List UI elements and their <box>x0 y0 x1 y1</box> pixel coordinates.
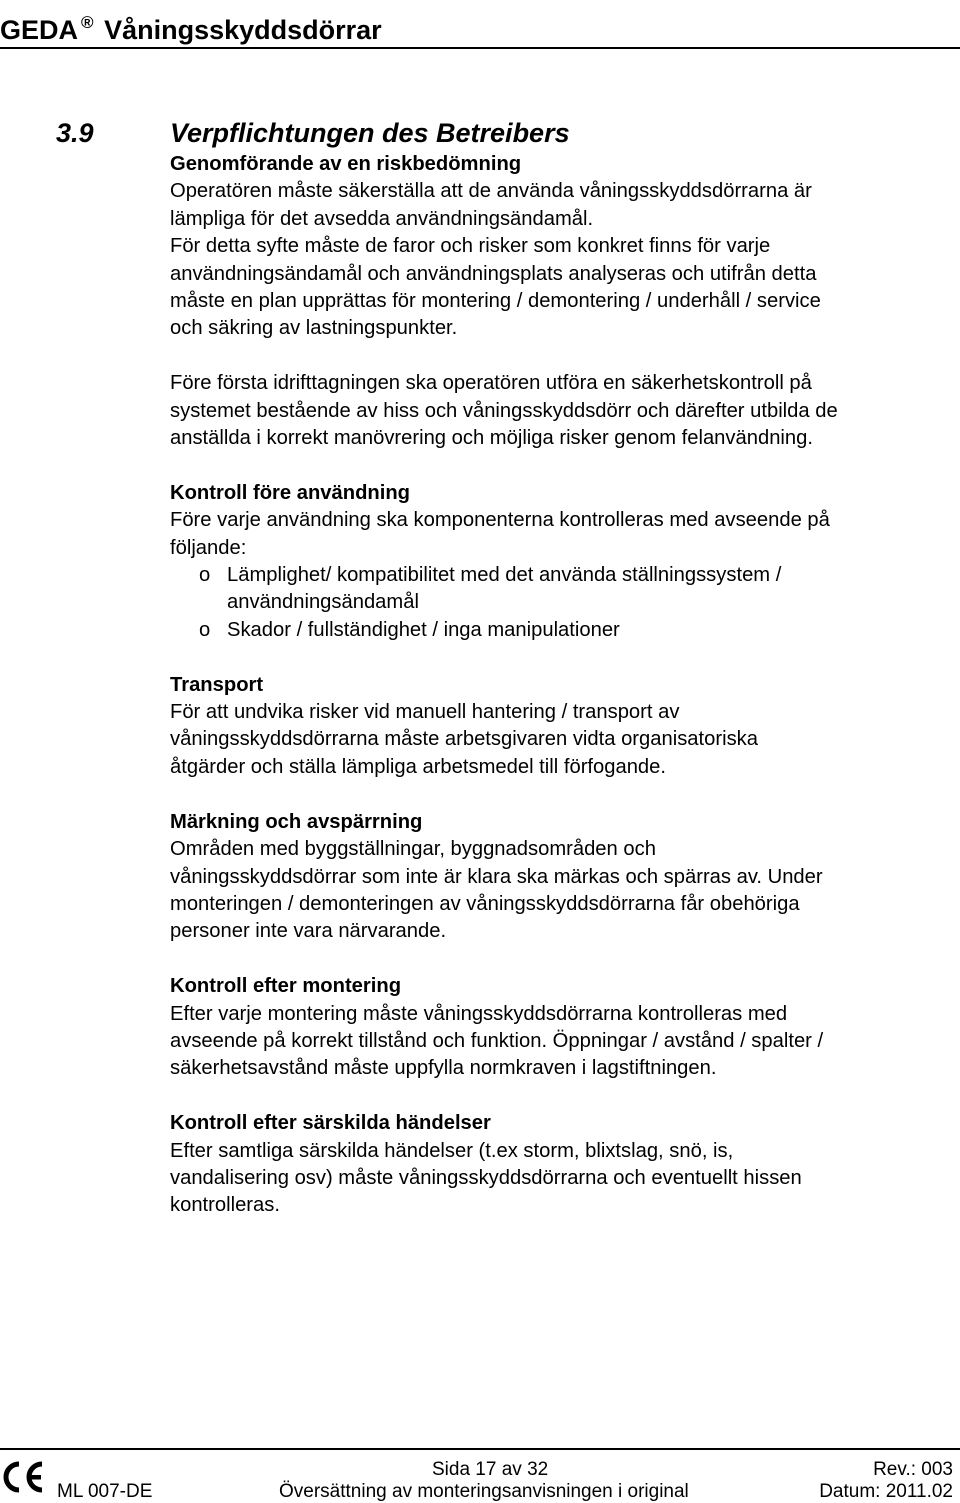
paragraph-line: lämpliga för det avsedda användningsändamål. <box>170 207 594 230</box>
registered-mark: ® <box>81 13 94 32</box>
document-body <box>170 151 958 1220</box>
heading-transport: Transport <box>170 673 264 696</box>
document-id: ML 007-DE <box>57 1481 153 1502</box>
paragraph-line: avseende på korrekt tillstånd och funktion. Öppningar / avstånd / spalter / <box>170 1029 824 1052</box>
heading-risk-assessment: Genomförande av en riskbedömning <box>170 153 522 175</box>
paragraph-line: Före varje användning ska komponenterna kontrolleras med avseende på <box>170 509 830 532</box>
document-date: Datum: 2011.02 <box>819 1481 953 1502</box>
product-name: Våningsskyddsdörrar <box>104 15 382 45</box>
paragraph-line: våningsskyddsdörrar som inte är klara ska märkas och spärras av. Under <box>170 865 823 888</box>
bullet-line: Lämplighet/ kompatibilitet med det använda ställningssystem / <box>227 564 782 587</box>
page-header <box>0 6 960 47</box>
bullet-marker: o <box>199 618 211 641</box>
bullet-item <box>170 617 958 644</box>
heading-check-before-use: Kontroll före användning <box>170 481 411 504</box>
paragraph-line: Efter varje montering måste våningsskyddsdörrarna kontrolleras med <box>170 1002 788 1025</box>
paragraph-line: vandalisering osv) måste våningsskyddsdörrarna och eventuellt hissen <box>170 1166 802 1189</box>
heading-check-special-events: Kontroll efter särskilda händelser <box>170 1112 491 1135</box>
paragraph-line: systemet bestående av hiss och våningsskyddsdörr och därefter utbilda de <box>170 399 838 422</box>
spacer <box>170 1083 958 1110</box>
paragraph-line: användningsändamål och användningsplats analyseras och utifrån detta <box>170 262 817 285</box>
bullet-line: Skador / fullständighet / inga manipulationer <box>227 618 620 641</box>
spacer <box>170 452 958 479</box>
spacer <box>170 343 958 370</box>
spacer <box>170 781 958 808</box>
page-number: Sida 17 av 32 <box>432 1459 549 1480</box>
bullet-line: användningsändamål <box>227 591 419 614</box>
header-divider <box>0 47 960 49</box>
translation-note: Översättning av monteringsanvisningen i original <box>279 1481 689 1502</box>
paragraph-line: Operatören måste säkerställa att de använda våningsskyddsdörrarna är <box>170 180 812 203</box>
paragraph-line: Efter samtliga särskilda händelser (t.ex storm, blixtslag, snö, is, <box>170 1139 734 1162</box>
spacer <box>170 644 958 671</box>
paragraph-line: våningsskyddsdörrarna måste arbetsgivaren vidta organisatoriska <box>170 728 758 751</box>
paragraph-line: och säkring av lastningspunkter. <box>170 317 458 340</box>
bullet-marker: o <box>199 564 211 587</box>
paragraph-line: säkerhetsavstånd måste uppfylla normkraven i lagstiftningen. <box>170 1057 717 1080</box>
heading-marking: Märkning och avspärrning <box>170 810 423 833</box>
paragraph-line: åtgärder och ställa lämpliga arbetsmedel till förfogande. <box>170 755 666 778</box>
paragraph-line: kontrolleras. <box>170 1194 280 1217</box>
paragraph-line: För att undvika risker vid manuell hantering / transport av <box>170 701 680 724</box>
heading-check-after-mounting: Kontroll efter montering <box>170 975 402 998</box>
paragraph-line: måste en plan upprättas för montering / demontering / underhåll / service <box>170 290 821 313</box>
spacer <box>170 946 958 973</box>
brand-name: GEDA <box>0 15 79 45</box>
paragraph-line: anställda i korrekt manövrering och möjliga risker genom felanvändning. <box>170 427 813 450</box>
page-footer <box>0 1450 960 1503</box>
section-number: 3.9 <box>56 118 94 148</box>
paragraph-line: följande: <box>170 536 247 559</box>
paragraph-line: Områden med byggställningar, byggnadsområden och <box>170 838 656 861</box>
paragraph-line: monteringen / demonteringen av våningsskyddsdörrarna får obehöriga <box>170 892 800 915</box>
section-title: Verpflichtungen des Betreibers <box>170 118 570 148</box>
paragraph-line: För detta syfte måste de faror och risker som konkret finns för varje <box>170 235 771 258</box>
ce-mark-icon <box>2 1460 46 1494</box>
bullet-item <box>170 562 958 617</box>
paragraph-line: personer inte vara närvarande. <box>170 920 447 943</box>
paragraph-line: Före första idrifttagningen ska operatören utföra en säkerhetskontroll på <box>170 372 812 395</box>
revision: Rev.: 003 <box>873 1459 953 1480</box>
